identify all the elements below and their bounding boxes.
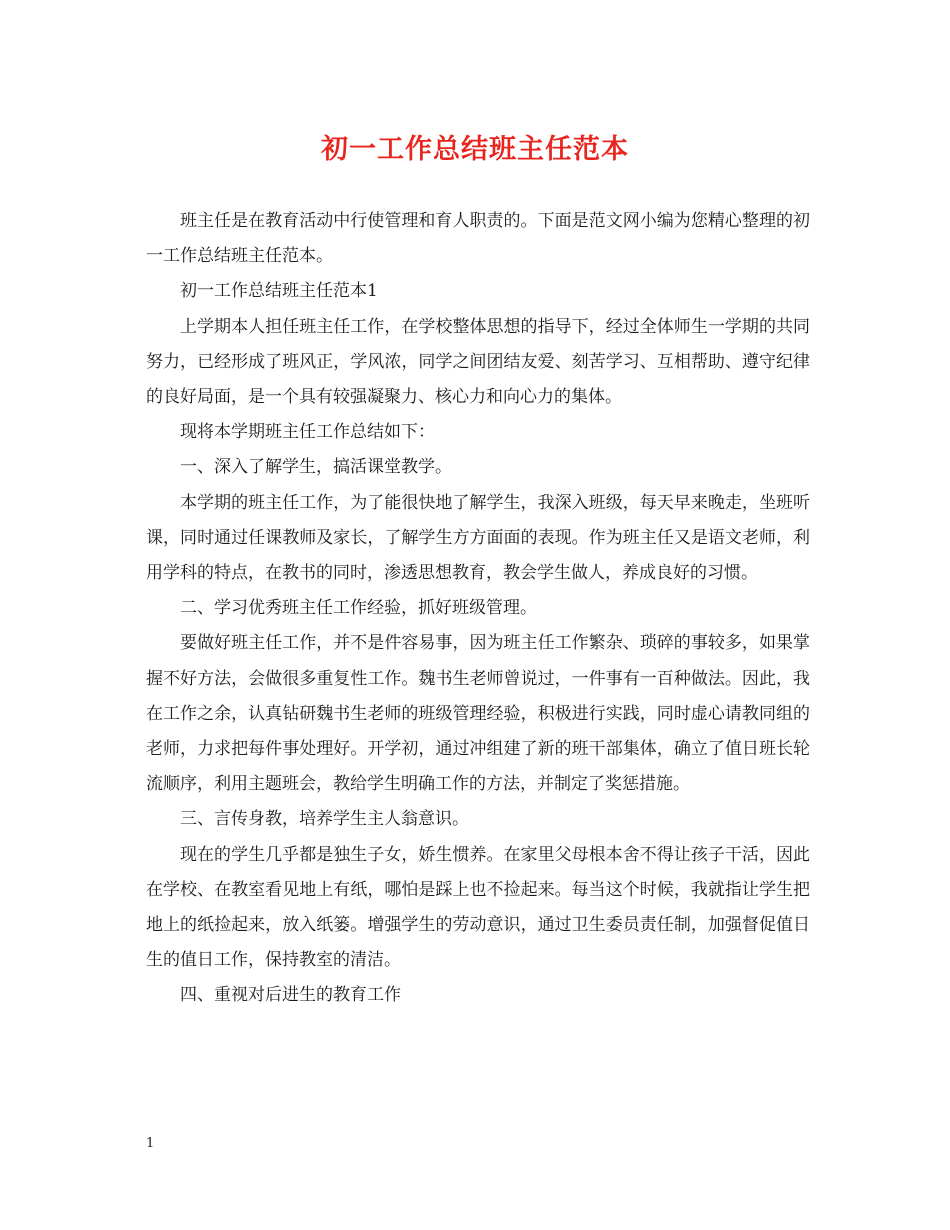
page-number: 1 <box>146 1136 155 1151</box>
section-body-2: 要做好班主任工作，并不是件容易事，因为班主任工作繁杂、琐碎的事较多，如果掌握不好方法，会做很多重复性工作。魏书生老师曾说过，一件事有一百种做法。因此，我在工作之余，认真钻研魏书生老师的班级管理经验，积极进行实践，同时虚心请教同组的老师，力求把每件事处理好。开学初，通过冲组建了新的班干部集体，确立了值日班长轮流顺序，利用主题班会，教给学生明确工作的方法，并制定了奖惩措施。 <box>146 633 810 795</box>
paragraph-summary: 上学期本人担任班主任工作，在学校整体思想的指导下，经过全体师生一学期的共同努力，已经形成了班风正，学风浓，同学之间团结友爱、刻苦学习、互相帮助、遵守纪律的良好局面，是一个具有较强凝聚力、核心力和向心力的集体。 <box>146 316 810 408</box>
section-heading-1: 一、深入了解学生，搞活课堂教学。 <box>180 457 452 478</box>
paragraph-lead-in: 现将本学期班主任工作总结如下： <box>180 422 435 443</box>
section-body-1: 本学期的班主任工作，为了能很快地了解学生，我深入班级，每天早来晚走，坐班听课，同时通过任课教师及家长，了解学生方方面面的表现。作为班主任又是语文老师，利用学科的特点，在教书的同时，渗透思想教育，教会学生做人，养成良好的习惯。 <box>146 492 810 584</box>
section-heading-2: 二、学习优秀班主任工作经验，抓好班级管理。 <box>180 598 537 619</box>
paragraph-subtitle: 初一工作总结班主任范本1 <box>180 281 378 302</box>
document-body <box>146 204 810 1014</box>
page-title: 初一工作总结班主任范本 <box>321 134 629 165</box>
section-heading-4: 四、重视对后进生的教育工作 <box>180 985 401 1006</box>
section-heading-3: 三、言传身教，培养学生主人翁意识。 <box>180 809 469 830</box>
paragraph-intro: 班主任是在教育活动中行使管理和育人职责的。下面是范文网小编为您精心整理的初一工作总结班主任范本。 <box>146 211 810 267</box>
section-body-3: 现在的学生几乎都是独生子女，娇生惯养。在家里父母根本舍不得让孩子干活，因此在学校、在教室看见地上有纸，哪怕是踩上也不捡起来。每当这个时候，我就指让学生把地上的纸捡起来，放入纸篓。增强学生的劳动意识，通过卫生委员责任制，加强督促值日生的值日工作，保持教室的清洁。 <box>146 844 810 971</box>
